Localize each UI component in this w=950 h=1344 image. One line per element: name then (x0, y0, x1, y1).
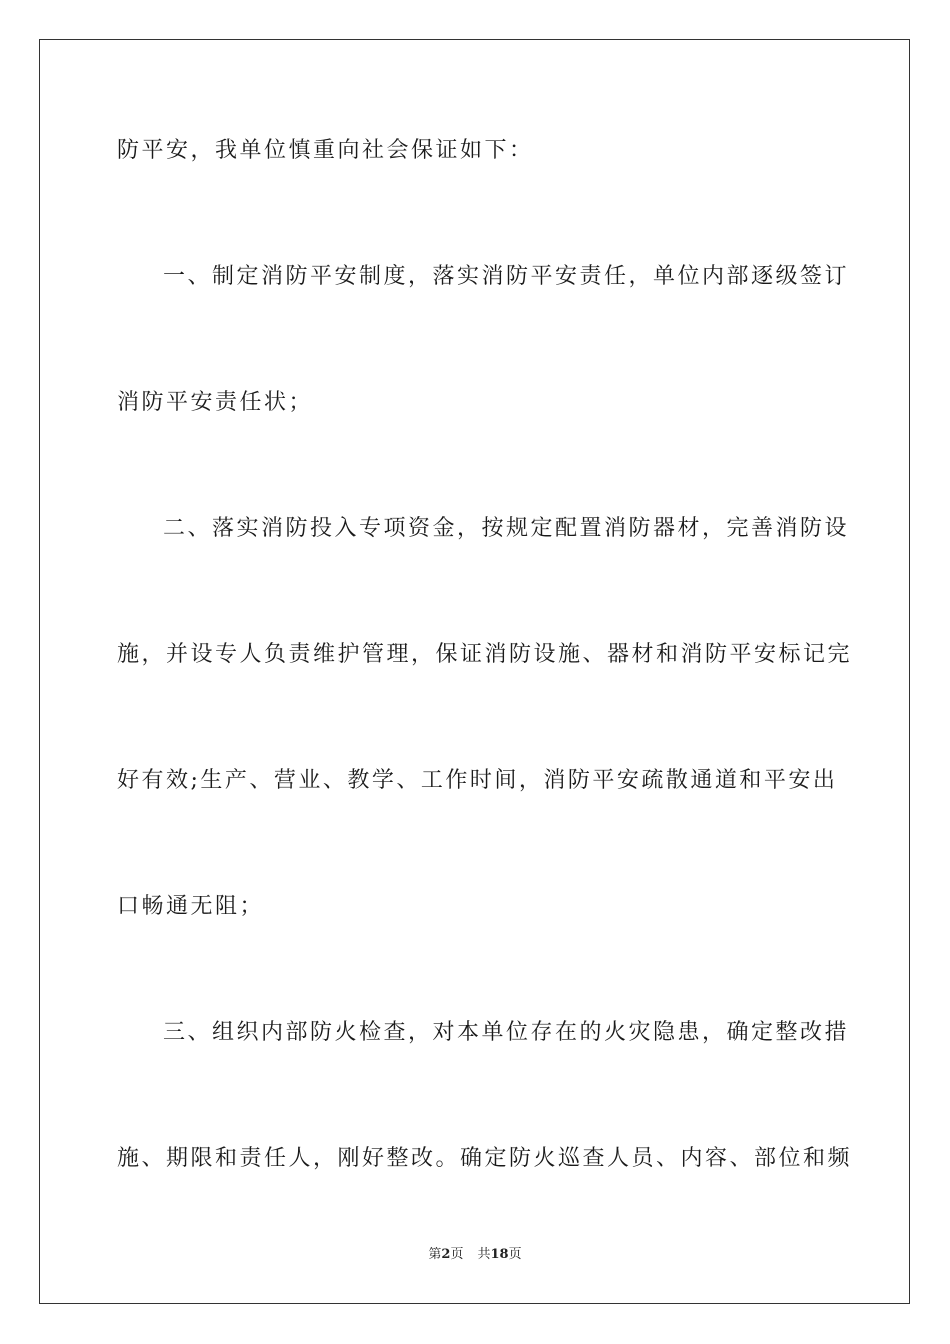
total-prefix: 共 (477, 1247, 491, 1262)
page-border (39, 39, 910, 1304)
paragraph-first-line: 三、组织内部防火检查，对本单位存在的火灾隐患，确定整改措 (163, 1020, 850, 1045)
paragraph-first-line: 一、制定消防平安制度，落实消防平安责任，单位内部逐级签订 (163, 264, 850, 289)
paragraph-first-line: 二、落实消防投入专项资金，按规定配置消防器材，完善消防设 (163, 516, 850, 541)
text-line: 口畅通无阻； (117, 894, 265, 919)
text-line: 好有效;生产、营业、教学、工作时间，消防平安疏散通道和平安出 (117, 768, 838, 793)
text-line: 消防平安责任状； (117, 390, 314, 415)
page-suffix: 页 (450, 1247, 464, 1262)
total-suffix: 页 (508, 1247, 522, 1262)
text-line: 施，并设专人负责维护管理，保证消防设施、器材和消防平安标记完 (117, 642, 853, 667)
page-prefix: 第 (428, 1247, 442, 1262)
text-line: 施、期限和责任人，刚好整改。确定防火巡查人员、内容、部位和频 (117, 1146, 853, 1171)
total-page-count: 18 (490, 1247, 509, 1262)
text-line: 防平安，我单位慎重向社会保证如下： (117, 138, 534, 163)
page-footer (0, 1246, 950, 1264)
current-page-number: 2 (441, 1247, 451, 1262)
